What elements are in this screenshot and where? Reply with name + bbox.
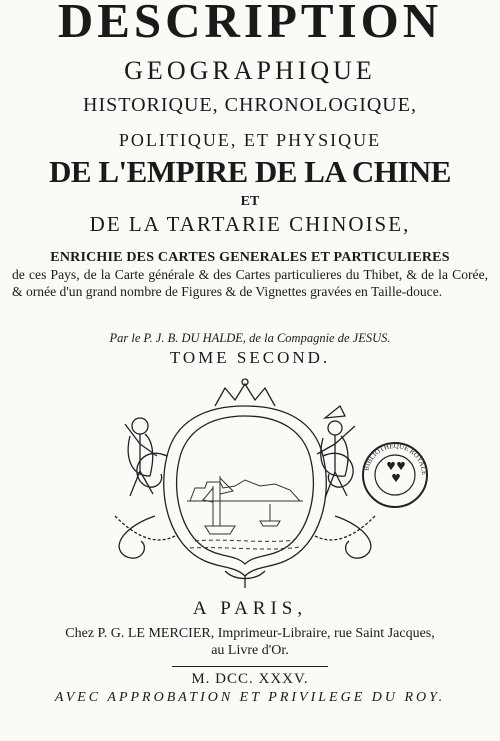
publication-date: M. DCC. XXXV. xyxy=(191,671,309,687)
author-line: Par le P. J. B. DU HALDE, de la Compagnie de JESUS. xyxy=(109,331,391,345)
publication-place: A PARIS, xyxy=(192,598,308,619)
library-stamp-seal xyxy=(360,440,430,510)
title-line-tartarie: DE LA TARTARIE CHINOISE, xyxy=(89,212,411,236)
description-paragraph: de ces Pays, de la Carte générale & des Cartes particulieres du Thibet, & de la Corée, & ornée d'un grand nombre de Figures & de Vignettes gravées en Taille-douce. xyxy=(12,267,488,299)
engraved-vignette-illustration xyxy=(95,376,395,590)
volume-label: TOME SECOND. xyxy=(169,348,331,367)
title-line-empire-chine: DE L'EMPIRE DE LA CHINE xyxy=(49,154,451,189)
divider-rule xyxy=(172,666,328,667)
svg-text:BIBLIOTHEQUE ROYALE: BIBLIOTHEQUE ROYALE xyxy=(362,441,429,476)
title-line-historique: HISTORIQUE, CHRONOLOGIQUE, xyxy=(83,94,417,116)
description-heading: ENRICHIE DES CARTES GENERALES ET PARTICULIERES xyxy=(50,250,450,265)
title-line-politique: POLITIQUE, ET PHYSIQUE xyxy=(118,130,382,150)
publisher-line-1: Chez P. G. LE MERCIER, Imprimeur-Libraire, rue Saint Jacques, xyxy=(65,626,435,641)
title-line-geographique: GEOGRAPHIQUE xyxy=(124,56,376,85)
publisher-line-2: au Livre d'Or. xyxy=(211,643,289,658)
royal-privilege-line: AVEC APPROBATION ET PRIVILEGE DU ROY. xyxy=(54,690,446,705)
title-line-description: DESCRIPTION xyxy=(57,0,443,48)
title-line-et: ET xyxy=(240,194,260,209)
